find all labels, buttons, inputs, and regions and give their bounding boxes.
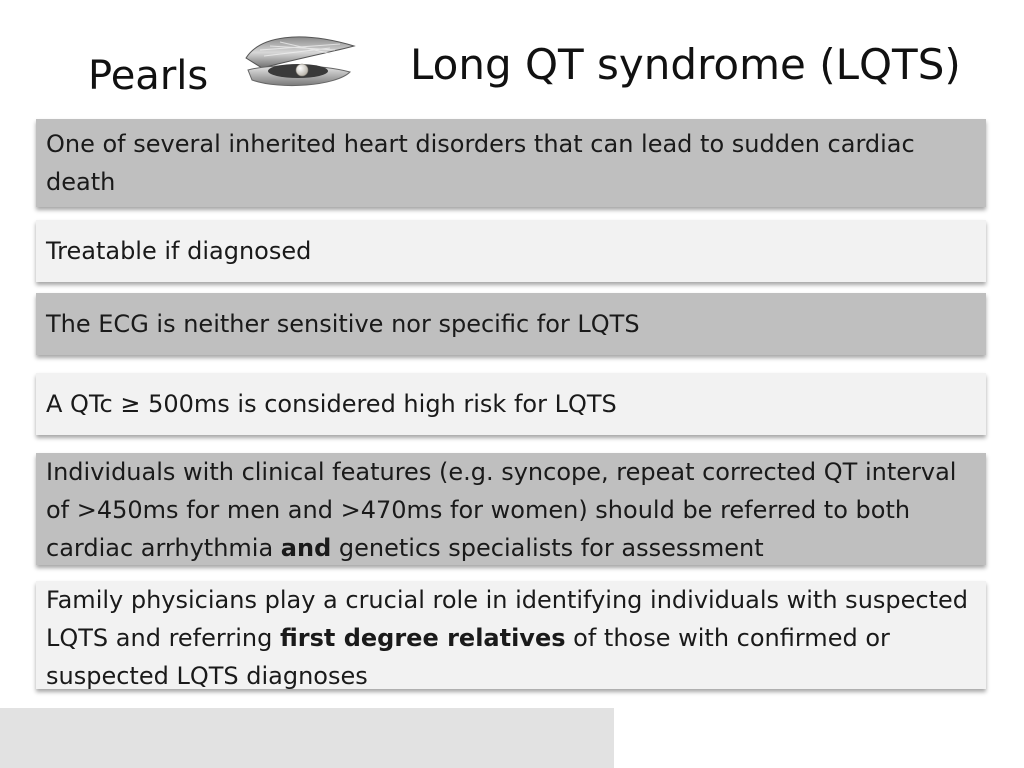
- pearl-text: genetics specialists for assessment: [331, 534, 764, 562]
- pearl-text: Family physicians play a crucial role in identifying individuals with suspected LQTS and referring: [46, 586, 969, 652]
- pearl-box-qtc-risk: [36, 373, 986, 435]
- pearl-text: of those with confirmed or suspected LQTS diagnoses: [46, 624, 890, 690]
- pearl-box-family-physicians: [36, 581, 986, 689]
- pearl-text: One of several inherited heart disorders that can lead to sudden cardiac death: [46, 130, 915, 196]
- pearl-text-bold: first degree relatives: [279, 624, 566, 652]
- pearl-box-treatable: [36, 220, 986, 282]
- slide-title: Long QT syndrome (LQTS): [410, 40, 961, 89]
- pearl-text: Individuals with clinical features (e.g. syncope, repeat corrected QT interval of >450ms for men and >470ms for women) should be referred to both cardiac arrhythmia: [46, 458, 957, 562]
- footer-bar: [0, 708, 614, 768]
- pearls-label: Pearls: [88, 53, 209, 99]
- pearl-text: Treatable if diagnosed: [46, 237, 312, 265]
- pearl-box-referral: [36, 453, 986, 565]
- pearl-text-bold: and: [280, 534, 332, 562]
- pearl-box-inherited-disorders: [36, 119, 986, 207]
- oyster-pearl-icon: [240, 28, 360, 94]
- pearl-box-ecg: [36, 293, 986, 355]
- pearl-text: A QTc ≥ 500ms is considered high risk for LQTS: [46, 390, 617, 418]
- pearl-text: The ECG is neither sensitive nor specific for LQTS: [46, 310, 640, 338]
